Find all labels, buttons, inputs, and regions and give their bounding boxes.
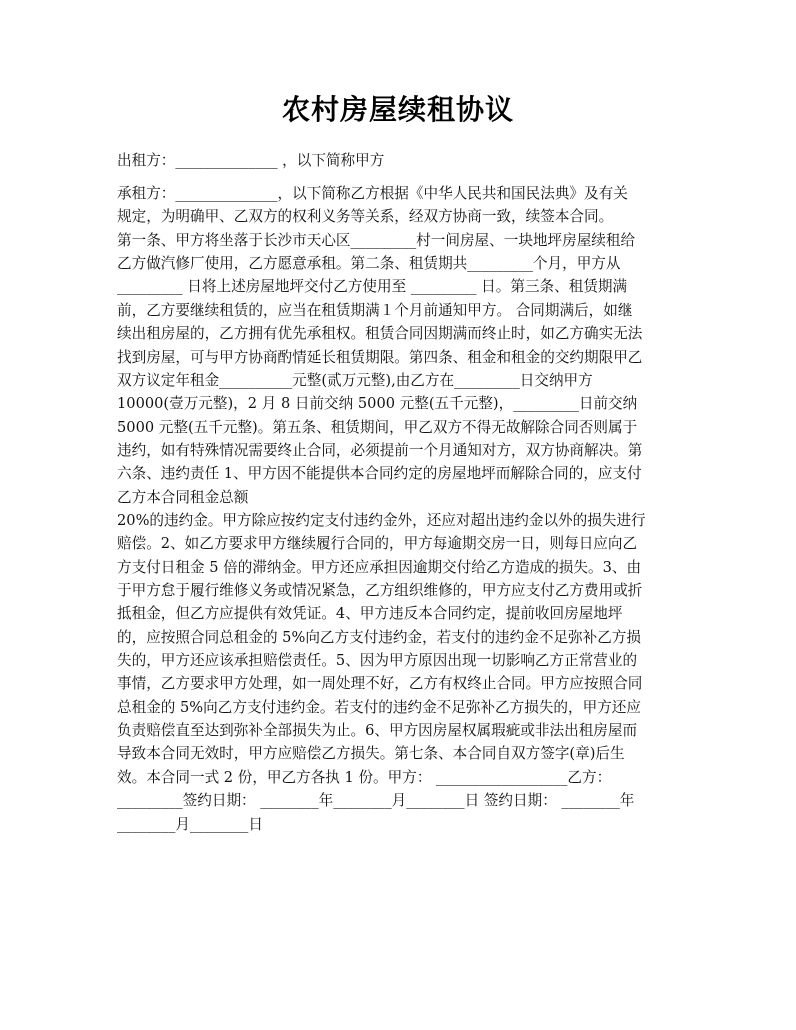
contract-line: _________签约日期： ________年________月________日 签约日期： ________年: [117, 792, 635, 810]
contract-line: 抵租金，但乙方应提供有效凭证。4、甲方违反本合同约定，提前收回房屋地坪: [117, 605, 623, 623]
contract-line: 第一条、甲方将坐落于长沙市天心区_________村一间房屋、一块地坪房屋续租给: [117, 231, 636, 249]
contract-line: 负责赔偿直至达到弥补全部损失为止。6、甲方因房屋权属瑕疵或非法出租房屋而: [117, 722, 638, 740]
contract-line: 找到房屋，可与甲方协商酌情延长租赁期限。第四条、租金和租金的交约期限甲乙: [117, 348, 643, 366]
contract-line: 的，应按照合同总租金的 5%向乙方支付违约金，若支付的违约金不足弥补乙方损: [117, 628, 641, 646]
contract-line: 10000(壹万元整)，2 月 8 日前交纳 5000 元整(五千元整)，_________日前交纳: [117, 395, 638, 413]
contract-line: 于甲方怠于履行维修义务或情况紧急，乙方组织维修的，甲方应支付乙方费用或折: [117, 582, 643, 599]
contract-line: 承租方：______________，以下简称乙方根据《中华人民共和国民法典》及有关: [117, 185, 628, 202]
contract-line: 乙方做汽修厂使用，乙方愿意承租。第二条、租赁期共_________个月，甲方从: [117, 255, 621, 273]
contract-line: 失的，甲方还应该承担赔偿责任。5、因为甲方原因出现一切影响乙方正常营业的: [117, 652, 638, 669]
contract-line: 赔偿。2、如乙方要求甲方继续履行合同的，甲方每逾期交房一日，则每日应向乙: [117, 535, 638, 553]
contract-line: 违约，如有特殊情况需要终止合同，必须提前一个月通知对方，双方协商解决。第: [117, 441, 643, 459]
contract-line: 前，乙方要继续租赁的，应当在租赁期满１个月前通知甲方。 合同期满后，如继: [117, 301, 633, 319]
lessor-line: 出租方：______________ ，以下简称甲方: [117, 152, 385, 169]
contract-line: 导致本合同无效时，甲方应赔偿乙方损失。第七条、本合同自双方签字(章)后生: [117, 745, 625, 763]
contract-line: ________月________日: [117, 815, 263, 833]
contract-line: 方支付日租金 5 倍的滞纳金。甲方还应承担因逾期交付给乙方造成的损失。3、由: [117, 558, 642, 576]
contract-line: 效。本合同一式 2 份，甲乙方各执 1 份。甲方： __________________乙方：: [117, 768, 612, 786]
contract-line: 事情，乙方要求甲方处理，如一周处理不好，乙方有权终止合同。甲方应按照合同: [117, 675, 643, 693]
contract-line: 规定，为明确甲、乙双方的权利义务等关系，经双方协商一致，续签本合同。: [117, 208, 614, 226]
contract-line: 六条、违约责任 1、甲方因不能提供本合同约定的房屋地坪而解除合同的，应支付: [117, 465, 642, 483]
contract-line: 双方议定年租金__________元整(贰万元整),由乙方在_________日交纳甲方: [117, 371, 593, 389]
contract-line: 续出租房屋的，乙方拥有优先承租权。租赁合同因期满而终止时，如乙方确实无法: [117, 325, 643, 343]
contract-line: _________ 日将上述房屋地坪交付乙方使用至 _________ 日。第三条、租赁期满: [117, 278, 628, 296]
contract-line: 5000 元整(五千元整)。第五条、租赁期间，甲乙双方不得无故解除合同否则属于: [117, 418, 638, 436]
contract-line: 20%的违约金。甲方除应按约定支付违约金外，还应对超出违约金以外的损失进行: [117, 511, 646, 529]
document-title: 农村房屋续租协议: [281, 93, 514, 126]
contract-line: 乙方本合同租金总额: [117, 488, 249, 506]
contract-line: 总租金的 5%向乙方支付违约金。若支付的违约金不足弥补乙方损失的，甲方还应: [117, 698, 641, 716]
